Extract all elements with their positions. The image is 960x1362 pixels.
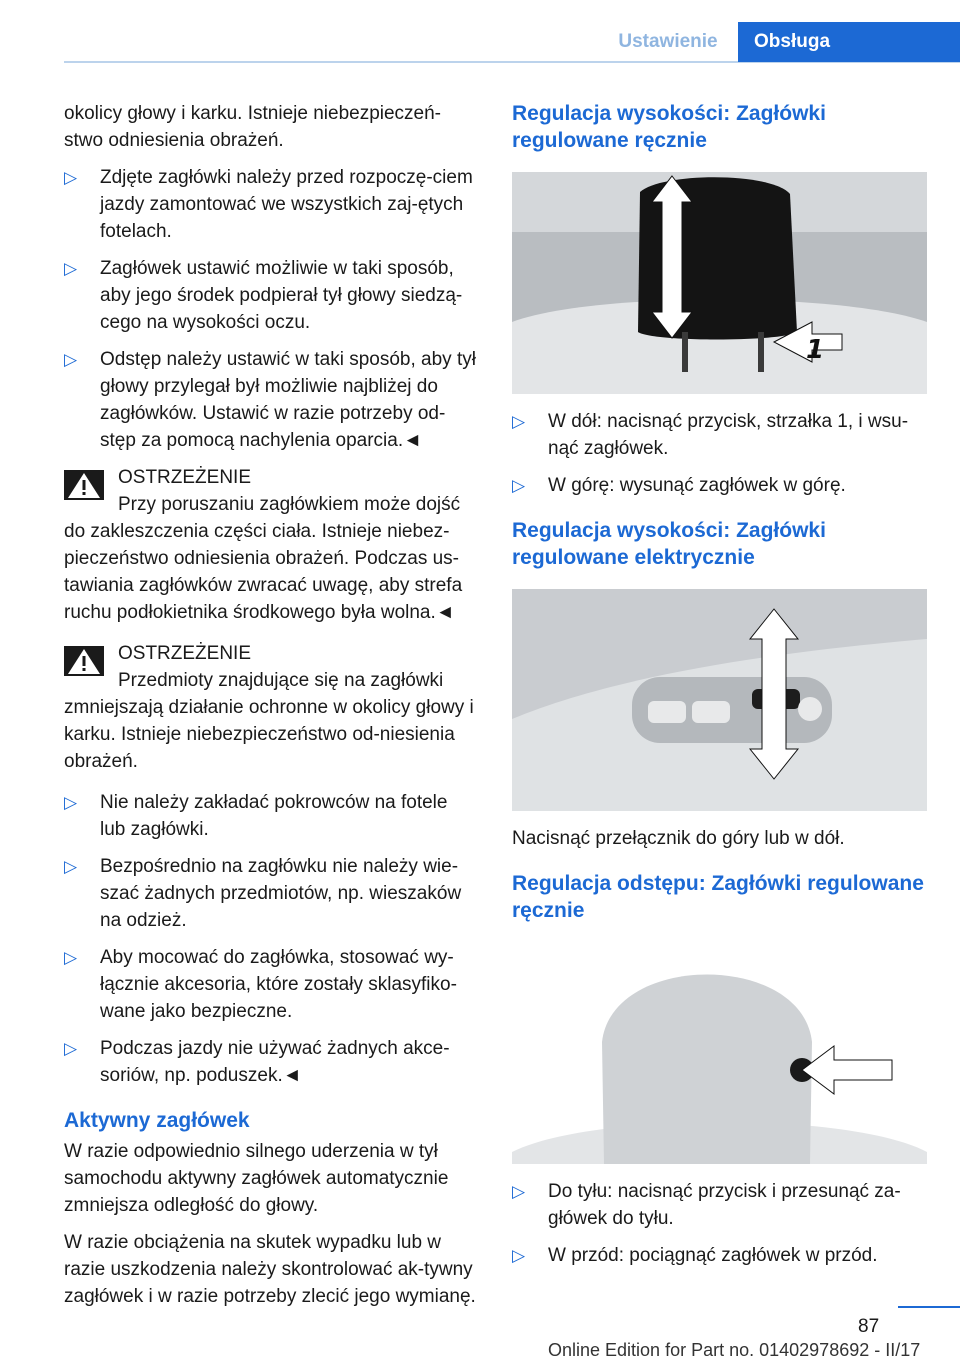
list-item-text: Do tyłu: nacisnąć przycisk i przesunąć za-główek do tyłu. bbox=[548, 1181, 901, 1229]
headrest-manual-height-figure bbox=[512, 172, 927, 394]
list-item bbox=[512, 1178, 927, 1232]
warning-triangle-icon bbox=[64, 470, 104, 500]
header-tab-obsluga[interactable]: Obsługa bbox=[738, 22, 960, 62]
list-item-text: Podczas jazdy nie używać żadnych akce-soriów, np. poduszek.◄ bbox=[100, 1038, 450, 1086]
warning-title: OSTRZEŻENIE bbox=[118, 643, 252, 664]
section-title-electric-height: Regulacja wysokości: Zagłówki regulowane elektrycznie bbox=[512, 519, 826, 569]
figure-callout-1: 1 bbox=[806, 335, 825, 365]
warning-triangle-icon bbox=[64, 646, 104, 676]
warning-first-line: Przedmioty znajdujące się na zagłówki bbox=[118, 670, 444, 691]
list-item-text: Bezpośrednio na zagłówku nie należy wie-szać żadnych przedmiotów, np. wieszaków na odzież. bbox=[100, 856, 462, 931]
list-item-text: W przód: pociągnąć zagłówek w przód. bbox=[548, 1245, 878, 1266]
left-column bbox=[64, 100, 478, 1320]
header-tab-ustawienie[interactable]: Ustawienie bbox=[618, 31, 718, 52]
triangle-right-icon: ▷ bbox=[512, 1246, 526, 1265]
triangle-right-icon: ▷ bbox=[64, 259, 78, 278]
list-item-text: Aby mocować do zagłówka, stosować wy-łącznie akcesoria, które zostały sklasyfiko-wane jako bezpieczne. bbox=[100, 947, 457, 1022]
list-item bbox=[64, 164, 478, 245]
triangle-right-icon: ▷ bbox=[512, 476, 526, 495]
triangle-right-icon: ▷ bbox=[64, 857, 78, 876]
triangle-right-icon: ▷ bbox=[512, 1182, 526, 1201]
warning-body: zmniejszają działanie ochronne w okolicy głowy i karku. Istnieje niebezpieczeństwo od-niesienia obrażeń. bbox=[64, 697, 474, 772]
list-item bbox=[64, 853, 478, 934]
list-item bbox=[64, 1035, 478, 1089]
list-item bbox=[64, 346, 478, 454]
section-title-manual-height: Regulacja wysokości: Zagłówki regulowane ręcznie bbox=[512, 102, 826, 152]
online-edition-note: Online Edition for Part no. 01402978692 - II/17 bbox=[548, 1340, 921, 1360]
warning-title: OSTRZEŻENIE bbox=[118, 467, 252, 488]
list-item bbox=[64, 255, 478, 336]
triangle-right-icon: ▷ bbox=[512, 412, 526, 431]
right-column bbox=[512, 100, 927, 1279]
list-item-text: Zdjęte zagłówki należy przed rozpoczę-ciem jazdy zamontować we wszystkich zaj-ętych fotelach. bbox=[100, 167, 473, 242]
list-item bbox=[64, 789, 478, 843]
list-item-text: Nie należy zakładać pokrowców na fotele lub zagłówki. bbox=[100, 792, 448, 840]
page-number: 87 bbox=[858, 1316, 880, 1337]
warning-block bbox=[64, 640, 478, 775]
list-item bbox=[512, 1242, 927, 1269]
paragraph: W razie odpowiednio silnego uderzenia w tył samochodu aktywny zagłówek automatycznie zmniejsza odległość do głowy. bbox=[64, 1141, 449, 1216]
list-item-text: Zagłówek ustawić możliwie w taki sposób, aby jego środek podpierał tył głowy siedzą-cego na wysokości oczu. bbox=[100, 258, 463, 333]
triangle-right-icon: ▷ bbox=[64, 350, 78, 369]
section-title-active-headrest: Aktywny zagłówek bbox=[64, 1109, 250, 1132]
intro-text: okolicy głowy i karku. Istnieje niebezpieczeń-stwo odniesienia obrażeń. bbox=[64, 103, 442, 151]
warning-body: do zakleszczenia części ciała. Istnieje niebez-pieczeństwo odniesienia obrażeń. Podczas us-tawiania zagłówków zwracać uwagę, aby strefa ruchu podłokietnika środkowego była wolna.◄ bbox=[64, 521, 463, 623]
list-item bbox=[512, 472, 927, 499]
paragraph: W razie obciążenia na skutek wypadku lub w razie uszkodzenia należy skontrolować ak-tywny zagłówek i w razie potrzeby zlecić jego wymianę. bbox=[64, 1232, 476, 1307]
triangle-right-icon: ▷ bbox=[64, 168, 78, 187]
headrest-electric-switch-figure bbox=[512, 589, 927, 811]
list-item bbox=[512, 408, 927, 462]
triangle-right-icon: ▷ bbox=[64, 1039, 78, 1058]
list-item-text: W dół: nacisnąć przycisk, strzałka 1, i wsu-nąć zagłówek. bbox=[548, 411, 909, 459]
list-item bbox=[64, 944, 478, 1025]
triangle-right-icon: ▷ bbox=[64, 793, 78, 812]
list-item-text: W górę: wysunąć zagłówek w górę. bbox=[548, 475, 846, 496]
triangle-right-icon: ▷ bbox=[64, 948, 78, 967]
list-item-text: Odstęp należy ustawić w taki sposób, aby tył głowy przylegał był możliwie najbliżej do zagłówków. Ustawić w razie potrzeby od-stęp za pomocą nachylenia oparcia.◄ bbox=[100, 349, 476, 451]
section-title-manual-distance: Regulacja odstępu: Zagłówki regulowane ręcznie bbox=[512, 872, 924, 922]
paragraph: Nacisnąć przełącznik do góry lub w dół. bbox=[512, 828, 845, 849]
warning-block bbox=[64, 464, 478, 626]
warning-first-line: Przy poruszaniu zagłówkiem może dojść bbox=[118, 494, 461, 515]
headrest-manual-distance-figure bbox=[512, 942, 927, 1164]
footer-rule bbox=[898, 1306, 960, 1308]
